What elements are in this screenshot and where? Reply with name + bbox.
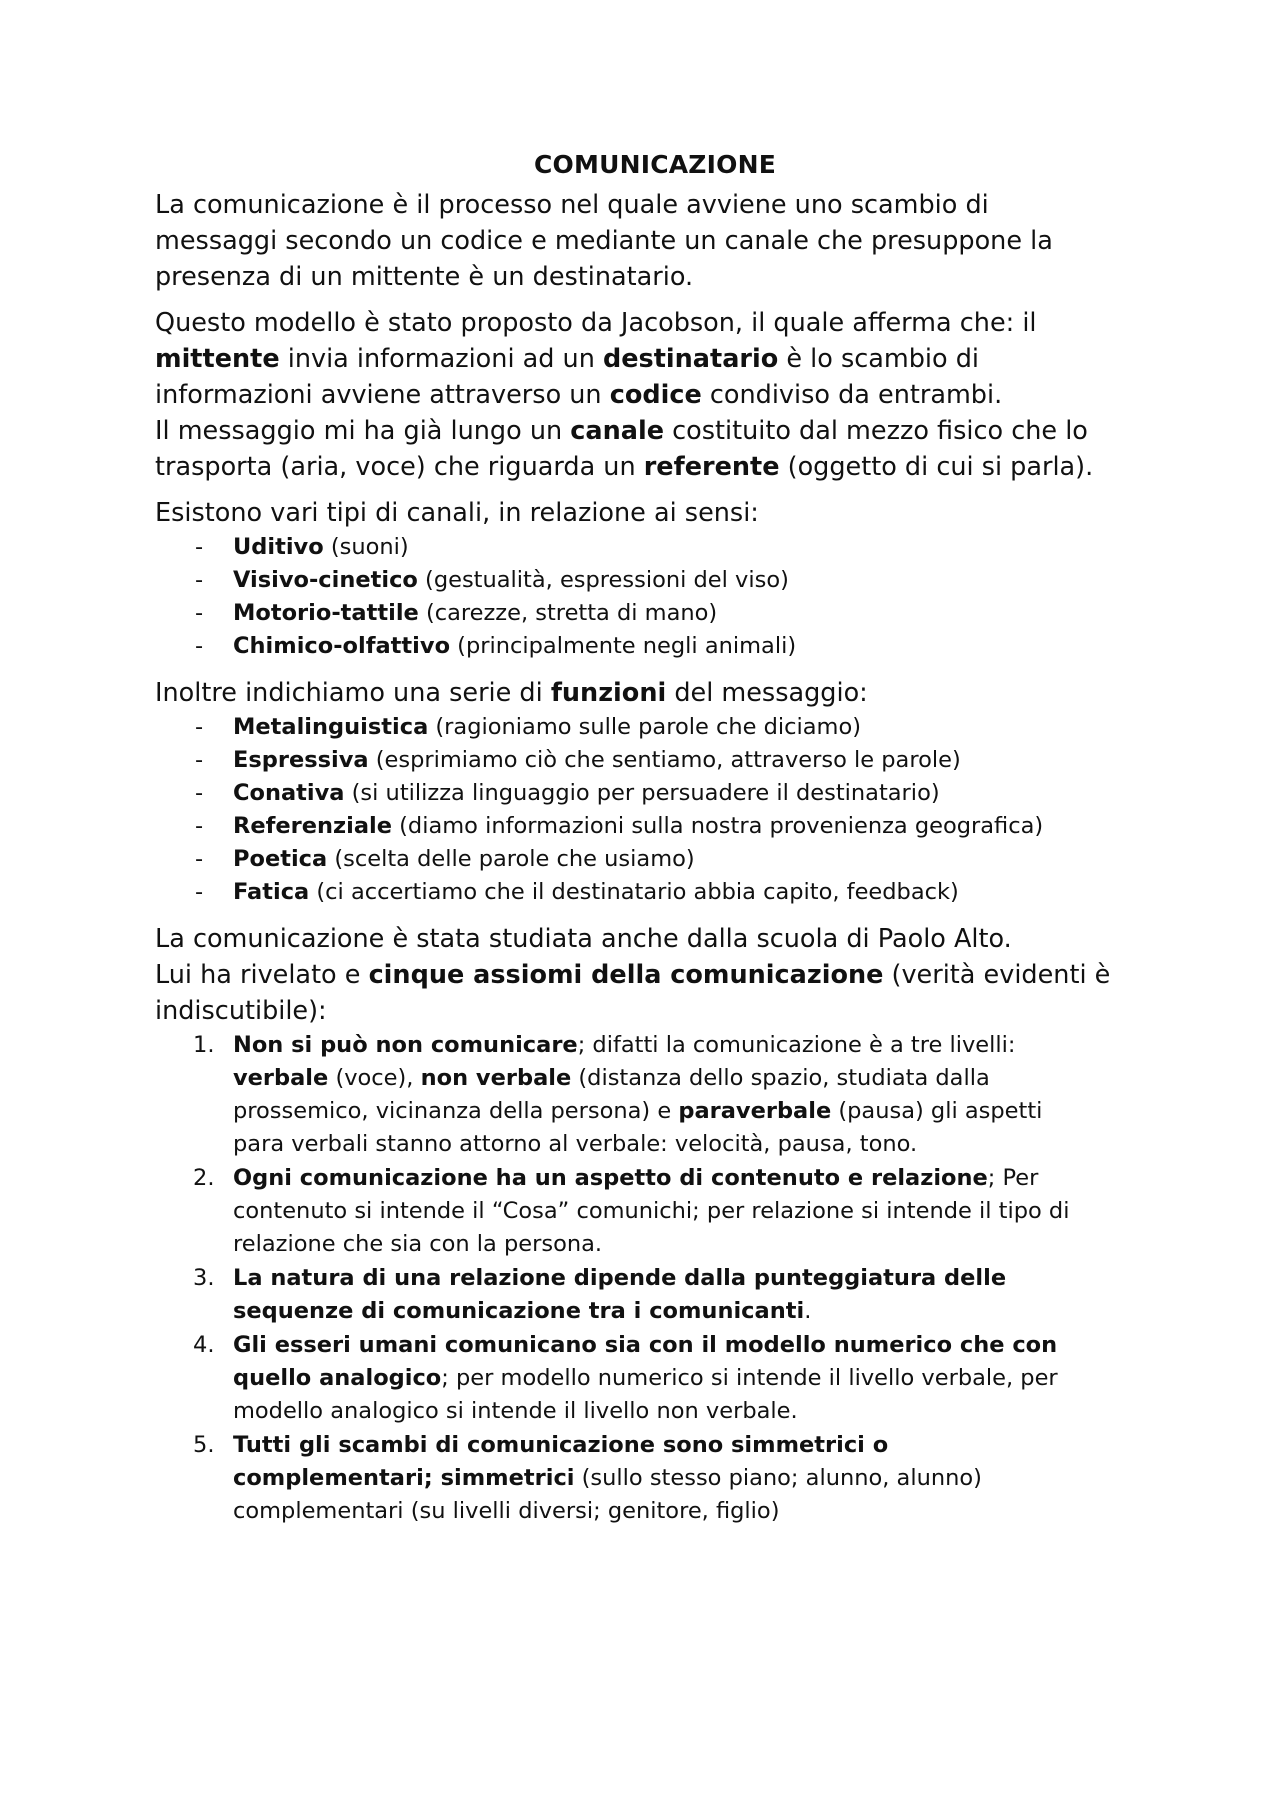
text-segment: ; per modello numerico si intende il livello verbale, per	[441, 1365, 1058, 1391]
axiom-line	[233, 1029, 1135, 1062]
text-segment: (pausa) gli aspetti	[831, 1098, 1043, 1124]
list-item	[155, 630, 1135, 663]
palo-alto-line	[155, 957, 1135, 993]
list-item-term: Metalinguistica	[233, 714, 429, 740]
list-item-term: Uditivo	[233, 534, 324, 560]
axiom-number: 2.	[193, 1165, 215, 1191]
axiom-line	[233, 1095, 1135, 1128]
text-segment: (oggetto di cui si parla).	[779, 452, 1094, 482]
axiom-title: quello analogico	[233, 1365, 442, 1391]
text-segment: trasporta (aria, voce) che riguarda un	[155, 452, 644, 482]
term-verbale: verbale	[233, 1065, 329, 1091]
axiom-line	[233, 1429, 1135, 1462]
list-item-term: Visivo-cinetico	[233, 567, 418, 593]
list-item-term: Motorio-tattile	[233, 600, 419, 626]
functions-heading-text	[155, 675, 1135, 711]
functions-heading	[155, 675, 1135, 711]
list-item-desc: (ci accertiamo che il destinatario abbia capito, feedback)	[309, 879, 959, 905]
axiom-number: 3.	[193, 1265, 215, 1291]
dash-bullet: -	[195, 813, 204, 839]
axiom-line: relazione che sia con la persona.	[233, 1231, 603, 1257]
palo-alto-paragraph	[155, 921, 1135, 1029]
model-line	[155, 449, 1135, 485]
channels-list	[155, 531, 1135, 663]
dash-bullet: -	[195, 633, 204, 659]
dash-bullet: -	[195, 714, 204, 740]
axiom-title: Tutti gli scambi di comunicazione sono simmetrici o	[233, 1432, 889, 1458]
axiom-title: Non si può non comunicare	[233, 1032, 578, 1058]
term-funzioni: funzioni	[550, 678, 667, 708]
text-segment: costituito dal mezzo fisico che lo	[664, 416, 1088, 446]
list-item	[155, 711, 1135, 744]
list-item	[155, 744, 1135, 777]
palo-alto-line: La comunicazione è stata studiata anche dalla scuola di Paolo Alto.	[155, 924, 1012, 954]
axiom-item	[155, 1329, 1135, 1428]
list-item-term: Referenziale	[233, 813, 392, 839]
axiom-line	[233, 1329, 1135, 1362]
text-segment: prossemico, vicinanza della persona) e	[233, 1098, 679, 1124]
functions-list	[155, 711, 1135, 909]
model-line	[155, 413, 1135, 449]
term-destinatario: destinatario	[602, 344, 779, 374]
channels-heading	[155, 495, 1135, 531]
list-item-desc: (suoni)	[323, 534, 409, 560]
intro-line: messaggi secondo un codice e mediante un canale che presuppone la	[155, 226, 1053, 256]
list-item-desc: (carezze, stretta di mano)	[418, 600, 718, 626]
axiom-line	[233, 1262, 1135, 1295]
axiom-item	[155, 1262, 1135, 1328]
axiom-line: complementari (su livelli diversi; genitore, figlio)	[233, 1498, 780, 1524]
page-title: COMUNICAZIONE	[534, 150, 776, 179]
text-segment: (distanza dello spazio, studiata dalla	[571, 1065, 990, 1091]
document-page	[155, 150, 1135, 1529]
axiom-title: Gli esseri umani comunicano sia con il modello numerico che con	[233, 1332, 1058, 1358]
text-segment: è lo scambio di	[778, 344, 979, 374]
axiom-title: Ogni comunicazione ha un aspetto di contenuto e relazione	[233, 1165, 988, 1191]
list-item-desc: (si utilizza linguaggio per persuadere il destinatario)	[344, 780, 940, 806]
axiom-number: 4.	[193, 1332, 215, 1358]
intro-line: presenza di un mittente è un destinatario.	[155, 262, 694, 292]
dash-bullet: -	[195, 879, 204, 905]
term-non-verbale: non verbale	[420, 1065, 572, 1091]
channels-heading-text: Esistono vari tipi di canali, in relazione ai sensi:	[155, 498, 759, 528]
dash-bullet: -	[195, 534, 204, 560]
list-item	[155, 777, 1135, 810]
model-paragraph	[155, 305, 1135, 485]
term-canale: canale	[570, 416, 664, 446]
list-item	[155, 876, 1135, 909]
term-mittente: mittente	[155, 344, 280, 374]
text-segment: (verità evidenti è	[883, 960, 1111, 990]
text-segment: ; difatti la comunicazione è a tre livelli:	[577, 1032, 1016, 1058]
model-line	[155, 341, 1135, 377]
axiom-title: complementari; simmetrici	[233, 1465, 575, 1491]
axiom-title: La natura di una relazione dipende dalla punteggiatura delle	[233, 1265, 1007, 1291]
list-item-term: Espressiva	[233, 747, 369, 773]
text-segment: Inoltre indichiamo una serie di	[155, 678, 551, 708]
axiom-number: 1.	[193, 1032, 215, 1058]
dash-bullet: -	[195, 600, 204, 626]
axiom-item	[155, 1162, 1135, 1261]
list-item-term: Fatica	[233, 879, 310, 905]
axiom-line	[233, 1162, 1135, 1195]
axiom-number: 5.	[193, 1432, 215, 1458]
list-item-term: Chimico-olfattivo	[233, 633, 451, 659]
term-referente: referente	[643, 452, 780, 482]
axiom-line: contenuto si intende il “Cosa” comunichi; per relazione si intende il tipo di	[233, 1198, 1070, 1224]
text-segment: (voce),	[328, 1065, 421, 1091]
axiom-item	[155, 1429, 1135, 1528]
list-item-desc: (gestualità, espressioni del viso)	[417, 567, 789, 593]
list-item	[155, 843, 1135, 876]
axiom-item	[155, 1029, 1135, 1161]
list-item	[155, 531, 1135, 564]
text-segment: del messaggio:	[666, 678, 868, 708]
dash-bullet: -	[195, 747, 204, 773]
axiom-line: modello analogico si intende il livello non verbale.	[233, 1398, 798, 1424]
model-line	[155, 377, 1135, 413]
text-segment: condiviso da entrambi.	[701, 380, 1003, 410]
text-segment: (sullo stesso piano; alunno, alunno)	[574, 1465, 982, 1491]
list-item-term: Conativa	[233, 780, 345, 806]
text-segment: informazioni avviene attraverso un	[155, 380, 610, 410]
term-cinque-assiomi: cinque assiomi della comunicazione	[368, 960, 884, 990]
text-segment: Lui ha rivelato e	[155, 960, 369, 990]
intro-line: La comunicazione è il processo nel quale avviene uno scambio di	[155, 190, 989, 220]
axiom-line	[233, 1462, 1135, 1495]
term-paraverbale: paraverbale	[678, 1098, 832, 1124]
text-segment: invia informazioni ad un	[279, 344, 603, 374]
list-item	[155, 810, 1135, 843]
term-codice: codice	[609, 380, 702, 410]
axiom-line	[233, 1062, 1135, 1095]
axiom-line	[233, 1362, 1135, 1395]
axioms-list	[155, 1029, 1135, 1528]
palo-alto-line: indiscutibile):	[155, 996, 327, 1026]
axiom-title: sequenze di comunicazione tra i comunicanti	[233, 1298, 805, 1324]
text-segment: ; Per	[987, 1165, 1039, 1191]
dash-bullet: -	[195, 846, 204, 872]
list-item-desc: (ragioniamo sulle parole che diciamo)	[428, 714, 862, 740]
list-item	[155, 564, 1135, 597]
list-item	[155, 597, 1135, 630]
list-item-desc: (diamo informazioni sulla nostra provenienza geografica)	[391, 813, 1044, 839]
text-segment: .	[804, 1298, 812, 1324]
axiom-line: para verbali stanno attorno al verbale: velocità, pausa, tono.	[233, 1131, 918, 1157]
text-segment: Il messaggio mi ha già lungo un	[155, 416, 571, 446]
model-line: Questo modello è stato proposto da Jacobson, il quale afferma che: il	[155, 308, 1037, 338]
list-item-desc: (esprimiamo ciò che sentiamo, attraverso le parole)	[368, 747, 961, 773]
dash-bullet: -	[195, 567, 204, 593]
dash-bullet: -	[195, 780, 204, 806]
intro-paragraph	[155, 187, 1135, 295]
list-item-desc: (scelta delle parole che usiamo)	[327, 846, 695, 872]
list-item-term: Poetica	[233, 846, 328, 872]
list-item-desc: (principalmente negli animali)	[450, 633, 797, 659]
axiom-line	[233, 1295, 1135, 1328]
